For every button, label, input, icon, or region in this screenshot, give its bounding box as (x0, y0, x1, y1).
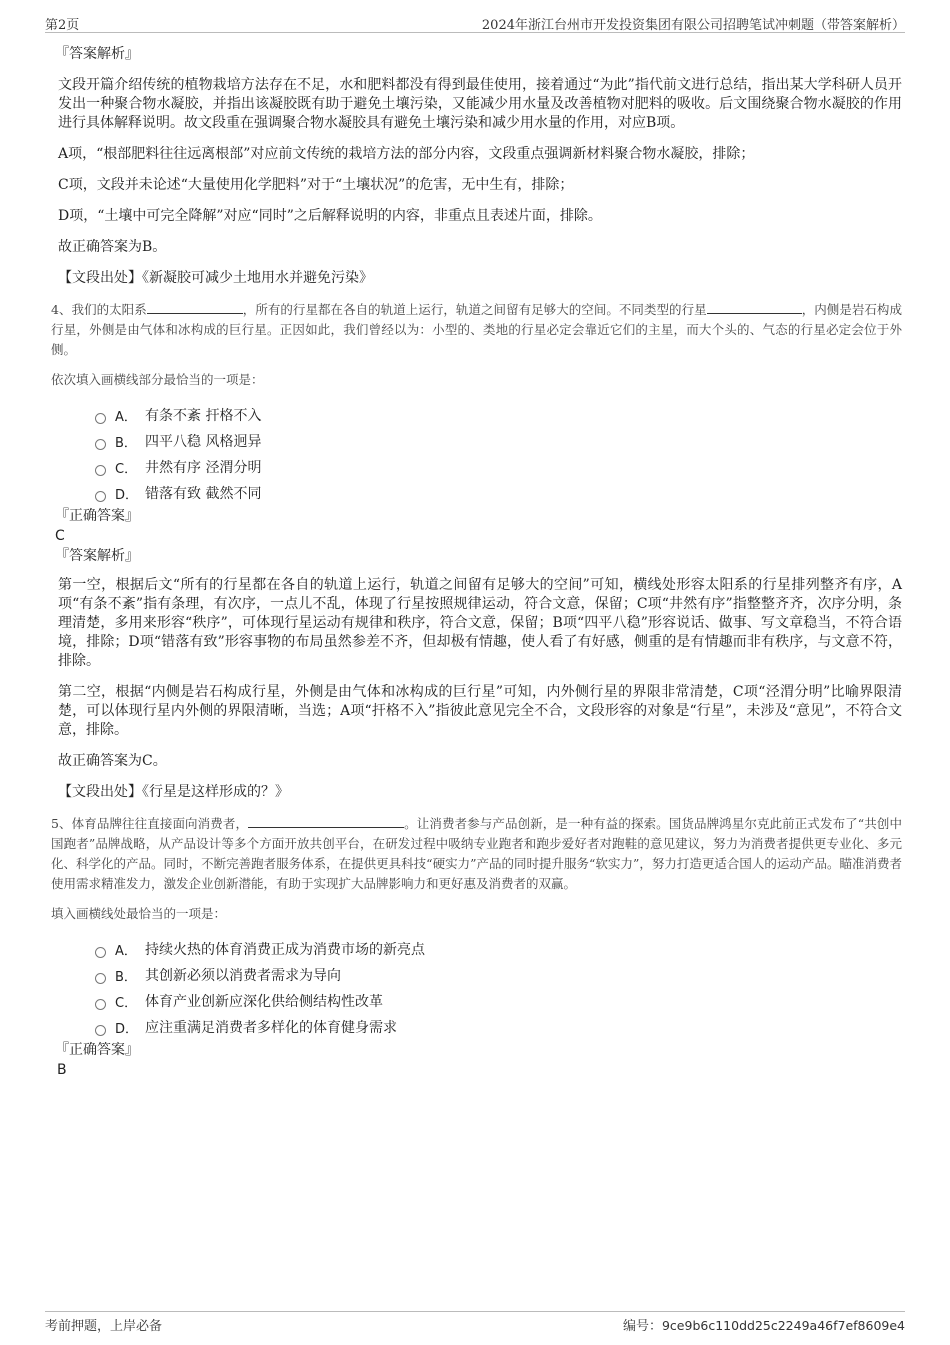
radio-icon[interactable] (95, 491, 106, 502)
radio-icon[interactable] (95, 439, 106, 450)
radio-icon[interactable] (95, 973, 106, 984)
option-a[interactable]: A． 有条不紊 扞格不入 (95, 402, 902, 428)
question-5-options (95, 936, 902, 1040)
answer-blank (248, 814, 404, 828)
analysis-paragraph: 文段开篇介绍传统的植物栽培方法存在不足，水和肥料都没有得到最佳使用，接着通过“为此”指代前文进行总结，指出某大学科研人员开发出一种聚合物水凝胶，并指出该凝胶既有助于避免土壤污染，又能减少用水量及改善植物对肥料的吸收。后文围绕聚合物水凝胶的作用进行具体解释说明。故文段重在强调聚合物水凝胶具有避免土壤污染和减少用水量的作用，对应B项。 (58, 77, 902, 131)
radio-icon[interactable] (95, 947, 106, 958)
page-content (51, 44, 902, 1080)
analysis-tag: 『答案解析』 (55, 46, 139, 62)
analysis-option-c: C项，文段并未论述“大量使用化学肥料”对于“土壤状况”的危害，无中生有，排除； (58, 177, 574, 193)
correct-answer: B (57, 1062, 67, 1078)
radio-icon[interactable] (95, 465, 106, 476)
radio-icon[interactable] (95, 1025, 106, 1036)
option-c[interactable]: C． 井然有序 泾渭分明 (95, 454, 902, 480)
correct-answer: C (55, 528, 65, 544)
question-4-instruction: 依次填入画横线部分最恰当的一项是： (51, 372, 264, 387)
answer-blank (707, 300, 802, 314)
question-5-instruction: 填入画横线处最恰当的一项是： (51, 906, 227, 921)
option-d[interactable]: D． 应注重满足消费者多样化的体育健身需求 (95, 1014, 902, 1040)
analysis-paragraph-2: 第二空，根据“内侧是岩石构成行星，外侧是由气体和冰构成的巨行星”可知，内外侧行星的界限非常清楚，C项“泾渭分明”比喻界限清楚，可以体现行星内外侧的界限清晰，当选；A项“扞格不入”指彼此意见完全不合，文段形容的对象是“行星”，未涉及“意见”，不符合文意，排除。 (58, 684, 902, 738)
option-c[interactable]: C． 体育产业创新应深化供给侧结构性改革 (95, 988, 902, 1014)
analysis-paragraph-1: 第一空，根据后文“所有的行星都在各自的轨道上运行，轨道之间留有足够大的空间”可知，横线处形容太阳系的行星排列整齐有序，A项“有条不紊”指有条理，有次序，一点儿不乱，体现了行星按照规律运动，符合文意，保留；C项“井然有序”指整整齐齐，次序分明，条理清楚，多用来形容“秩序”，可体现行星运动有规律和秩序，符合文意，保留；B项“四平八稳”形容说话、做事、写文章稳当，不符合语境，排除；D项“错落有致”形容事物的布局虽然参差不齐，但却极有情趣，使人看了有好感，侧重的是有情趣而非有秩序，与文意不符，排除。 (58, 577, 902, 669)
footer-slogan: 考前押题，上岸必备 (45, 1319, 163, 1334)
conclusion: 故正确答案为B。 (58, 239, 167, 255)
page-header (45, 12, 905, 33)
analysis-tag: 『答案解析』 (55, 548, 139, 564)
document-id: 编号：9ce9b6c110dd25c2249a46f7ef8609e4 (622, 1318, 905, 1334)
source: 【文段出处】《行星是这样形成的？》 (58, 784, 289, 800)
analysis-option-d: D项，“土壤中可完全降解”对应“同时”之后解释说明的内容，非重点且表述片面，排除。 (58, 208, 602, 224)
option-d[interactable]: D． 错落有致 截然不同 (95, 480, 902, 506)
question-5-stem: 5、体育品牌往往直接面向消费者， 。让消费者参与产品创新，是一种有益的探索。国货品牌鸿星尔克此前正式发布了“共创中国跑者”品牌战略，从产品设计等多个方面开放共创平台，在研发过程中吸纳专业跑者和跑步爱好者对跑鞋的意见建议，努力为消费者提供更专业化、多元化、科学化的产品。同时，不断完善跑者服务体系，在提供更具科技“硬实力”产品的同时提升服务“软实力”，努力打造更适合国人的运动产品。瞄准消费者使用需求精准发力，激发企业创新潜能，有助于实现扩大品牌影响力和更好惠及消费者的双赢。 (51, 816, 902, 891)
answer-tag: 『正确答案』 (55, 1042, 139, 1058)
source: 【文段出处】《新凝胶可减少土地用水并避免污染》 (58, 270, 373, 286)
analysis-option-a: A项，“根部肥料往往远离根部”对应前文传统的栽培方法的部分内容，文段重点强调新材料聚合物水凝胶，排除； (58, 146, 755, 162)
answer-blank (147, 300, 243, 314)
document-title: 2024年浙江台州市开发投资集团有限公司招聘笔试冲刺题（带答案解析） (481, 18, 905, 33)
question-4-stem: 4、我们的太阳系 ，所有的行星都在各自的轨道上运行，轨道之间留有足够大的空间。不同类型的行星 ，内侧是岩石构成行星，外侧是由气体和冰构成的巨行星。正因如此，我们曾经以为：小型的、类地的行星必定会靠近它们的主星，而大个头的、气态的行星必定会位于外侧。 (51, 302, 902, 357)
answer-tag: 『正确答案』 (55, 508, 139, 524)
option-a[interactable]: A． 持续火热的体育消费正成为消费市场的新亮点 (95, 936, 902, 962)
radio-icon[interactable] (95, 413, 106, 424)
option-b[interactable]: B． 四平八稳 风格迥异 (95, 428, 902, 454)
option-b[interactable]: B． 其创新必须以消费者需求为导向 (95, 962, 902, 988)
page-number: 第2页 (45, 18, 80, 33)
radio-icon[interactable] (95, 999, 106, 1010)
question-4-options (95, 402, 902, 506)
page-footer (45, 1311, 905, 1336)
conclusion: 故正确答案为C。 (58, 753, 167, 769)
